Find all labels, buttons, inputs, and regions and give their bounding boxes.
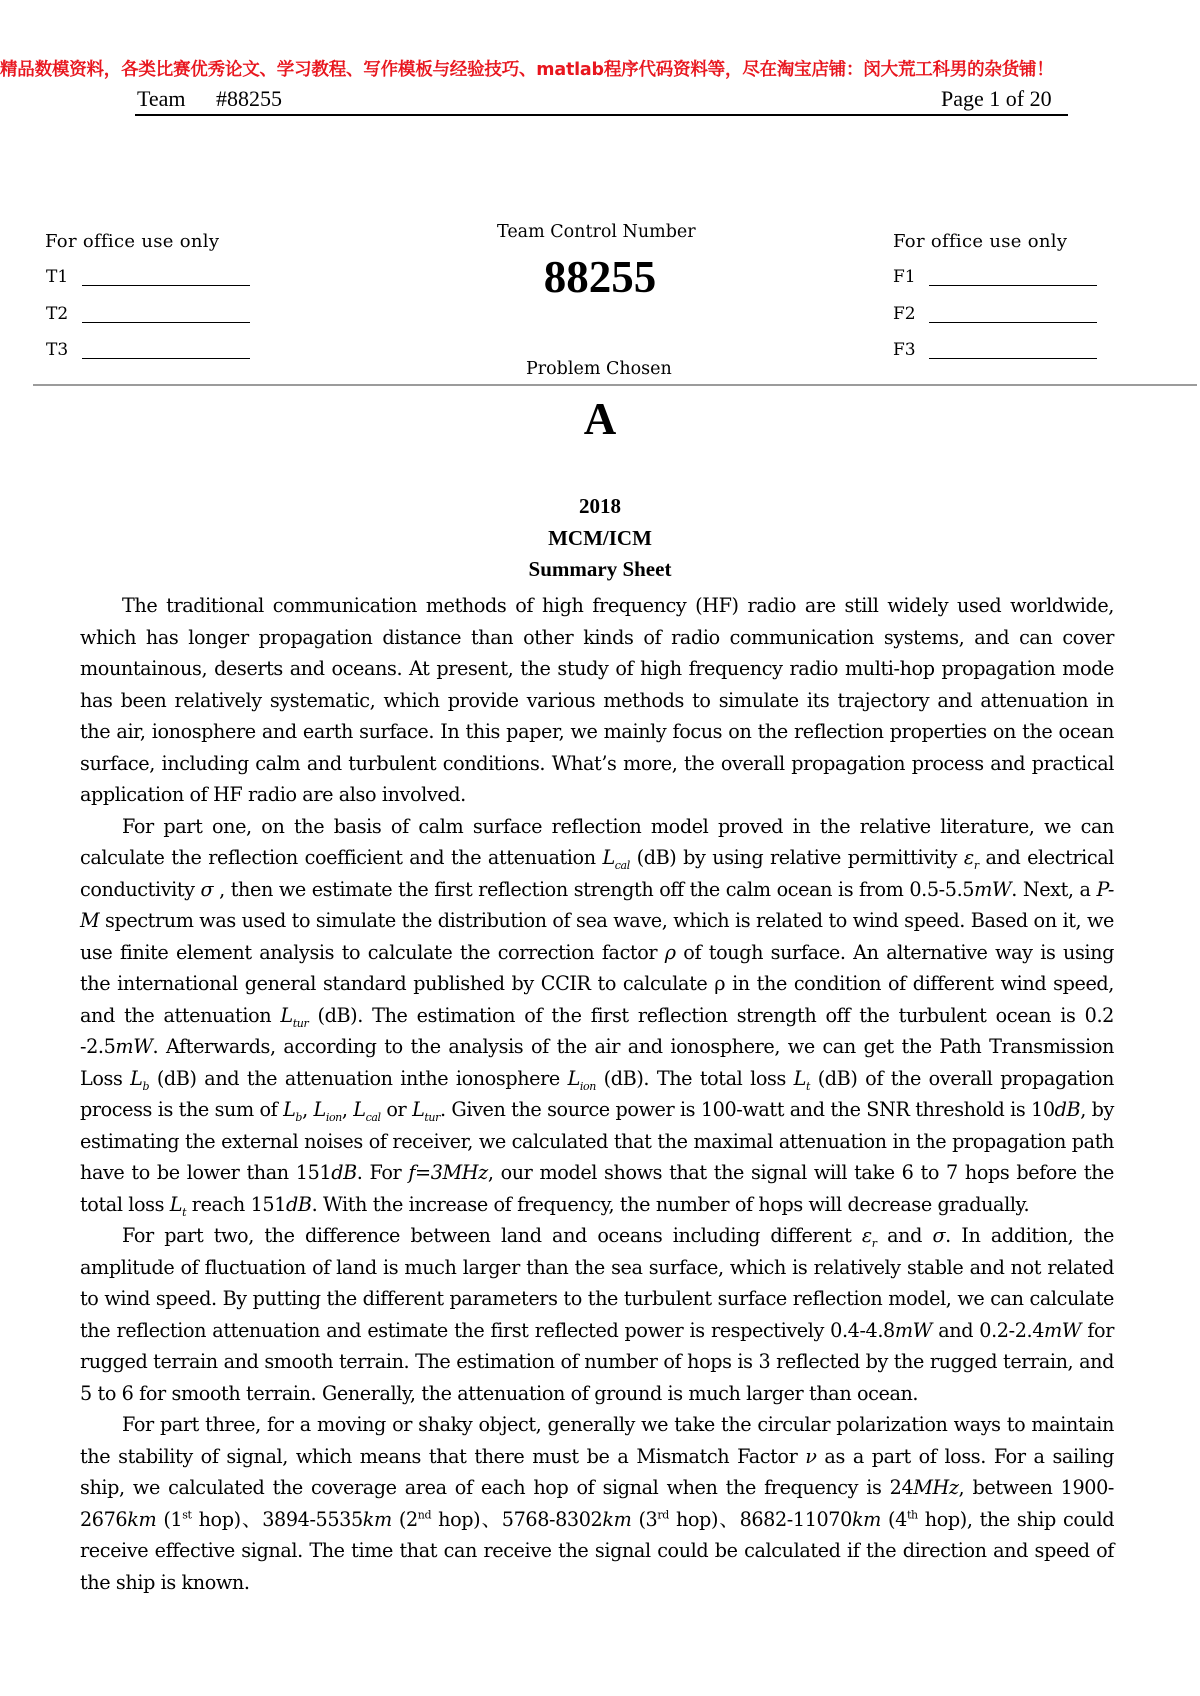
summary-body: [80, 590, 1114, 1598]
promo-banner: 精品数模资料，各类比赛优秀论文、学习教程、写作模板与经验技巧、matlab程序代码资料等，尽在淘宝店铺：闵大荒工科男的杂货铺！: [0, 60, 1054, 80]
paragraph-part-two: For part two, the difference between land and oceans including different $\varepsilon_r$ and σ. In addition, the amplitude of fluctuation of land is much larger than the sea surface, which is relatively stable and not related to wind speed. By putting the different parameters to the turbulent surface reflection model, we can calculate the reflection attenuation and estimate the first reflected power is respectively 0.4-4.8mW and 0.2-2.4mW for rugged terrain and smooth terrain. The estimation of number of hops is 3 reflected by the rugged terrain, and 5 to 6 for smooth terrain. Generally, the attenuation of ground is much larger than ocean.: [80, 1224, 1114, 1405]
f1-line: [929, 285, 1097, 286]
office-use-right-label: For office use only: [893, 231, 1068, 252]
t3-line: [82, 358, 250, 359]
team-control-label: Team Control Number: [497, 222, 696, 242]
problem-chosen-label: Problem Chosen: [526, 359, 672, 379]
problem-letter: A: [583, 394, 617, 444]
header-rule: [135, 114, 1068, 116]
header-team-label: Team: [137, 86, 186, 111]
header-team-number: #88255: [216, 86, 282, 111]
summary-title: Summary Sheet: [528, 557, 672, 581]
f3-line: [929, 358, 1097, 359]
header-page-number: Page 1 of 20: [941, 86, 1052, 111]
paragraph-part-three: For part three, for a moving or shaky object, generally we take the circular polarization ways to maintain the stability of signal, which means that there must be a Mismatch Factor ν as a part of loss. For a sailing ship, we calculated the coverage area of each hop of signal when the frequency is 24MHz, between 1900-2676km (1st hop)、3894-5535km (2nd hop)、5768-8302km (3rd hop)、8682-11070km (4th hop), the ship could receive effective signal. The time that can receive the signal could be calculated if the direction and speed of the ship is known.: [80, 1413, 1115, 1594]
t2-label: T2: [46, 304, 69, 324]
paragraph-part-one: For part one, on the basis of calm surface reflection model proved in the relative literature, we can calculate the reflection coefficient and the attenuation $L_{cal}$ (dB) by using relative permittivity $\varepsilon_r$ and electrical conductivity σ , then we estimate the first reflection strength off the calm ocean is from 0.5-5.5mW. Next, a P-M spectrum was used to simulate the distribution of sea wave, which is related to wind speed. Based on it, we use finite element analysis to calculate the correction factor ρ of tough surface. An alternative way is using the international general standard published by CCIR to calculate ρ in the condition of different wind speed, and the attenuation $L_{tur}$ (dB). The estimation of the first reflection strength off the turbulent ocean is 0.2 -2.5mW. Afterwards, according to the analysis of the air and ionosphere, we can get the Path Transmission Loss $L_b$ (dB) and the attenuation inthe ionosphere $L_{ion}$ (dB). The total loss $L_t$ (dB) of the overall propagation process is the sum of $L_b$, $L_{ion}$, $L_{cal}$ or $L_{tur}$. Given the source power is 100-watt and the SNR threshold is 10dB, by estimating the external noises of receiver, we calculated that the maximal attenuation in the propagation path have to be lower than 151dB. For f=3MHz, our model shows that the signal will take 6 to 7 hops before the total loss $L_t$ reach 151dB. With the increase of frequency, the number of hops will decrease gradually.: [80, 814, 1115, 1219]
summary-year: 2018: [579, 494, 621, 518]
t2-line: [82, 322, 250, 323]
control-sheet-divider: [33, 384, 1197, 386]
f1-label: F1: [893, 267, 916, 287]
office-use-left-label: For office use only: [45, 231, 220, 252]
paragraph-intro: The traditional communication methods of high frequency (HF) radio are still widely used worldwide, which has longer propagation distance than other kinds of radio communication systems, and can cover mountainous, deserts and oceans. At present, the study of high frequency radio multi-hop propagation mode has been relatively systematic, which provide various methods to simulate its trajectory and attenuation in the air, ionosphere and earth surface. In this paper, we mainly focus on the reflection properties on the ocean surface, including calm and turbulent conditions. What’s more, the overall propagation process and practical application of HF radio are also involved.: [80, 594, 1114, 806]
t3-label: T3: [46, 340, 69, 360]
f3-label: F3: [893, 340, 916, 360]
summary-contest: MCM/ICM: [548, 526, 652, 550]
f2-label: F2: [893, 304, 916, 324]
team-control-number: 88255: [543, 252, 657, 302]
t1-label: T1: [46, 267, 69, 287]
f2-line: [929, 322, 1097, 323]
